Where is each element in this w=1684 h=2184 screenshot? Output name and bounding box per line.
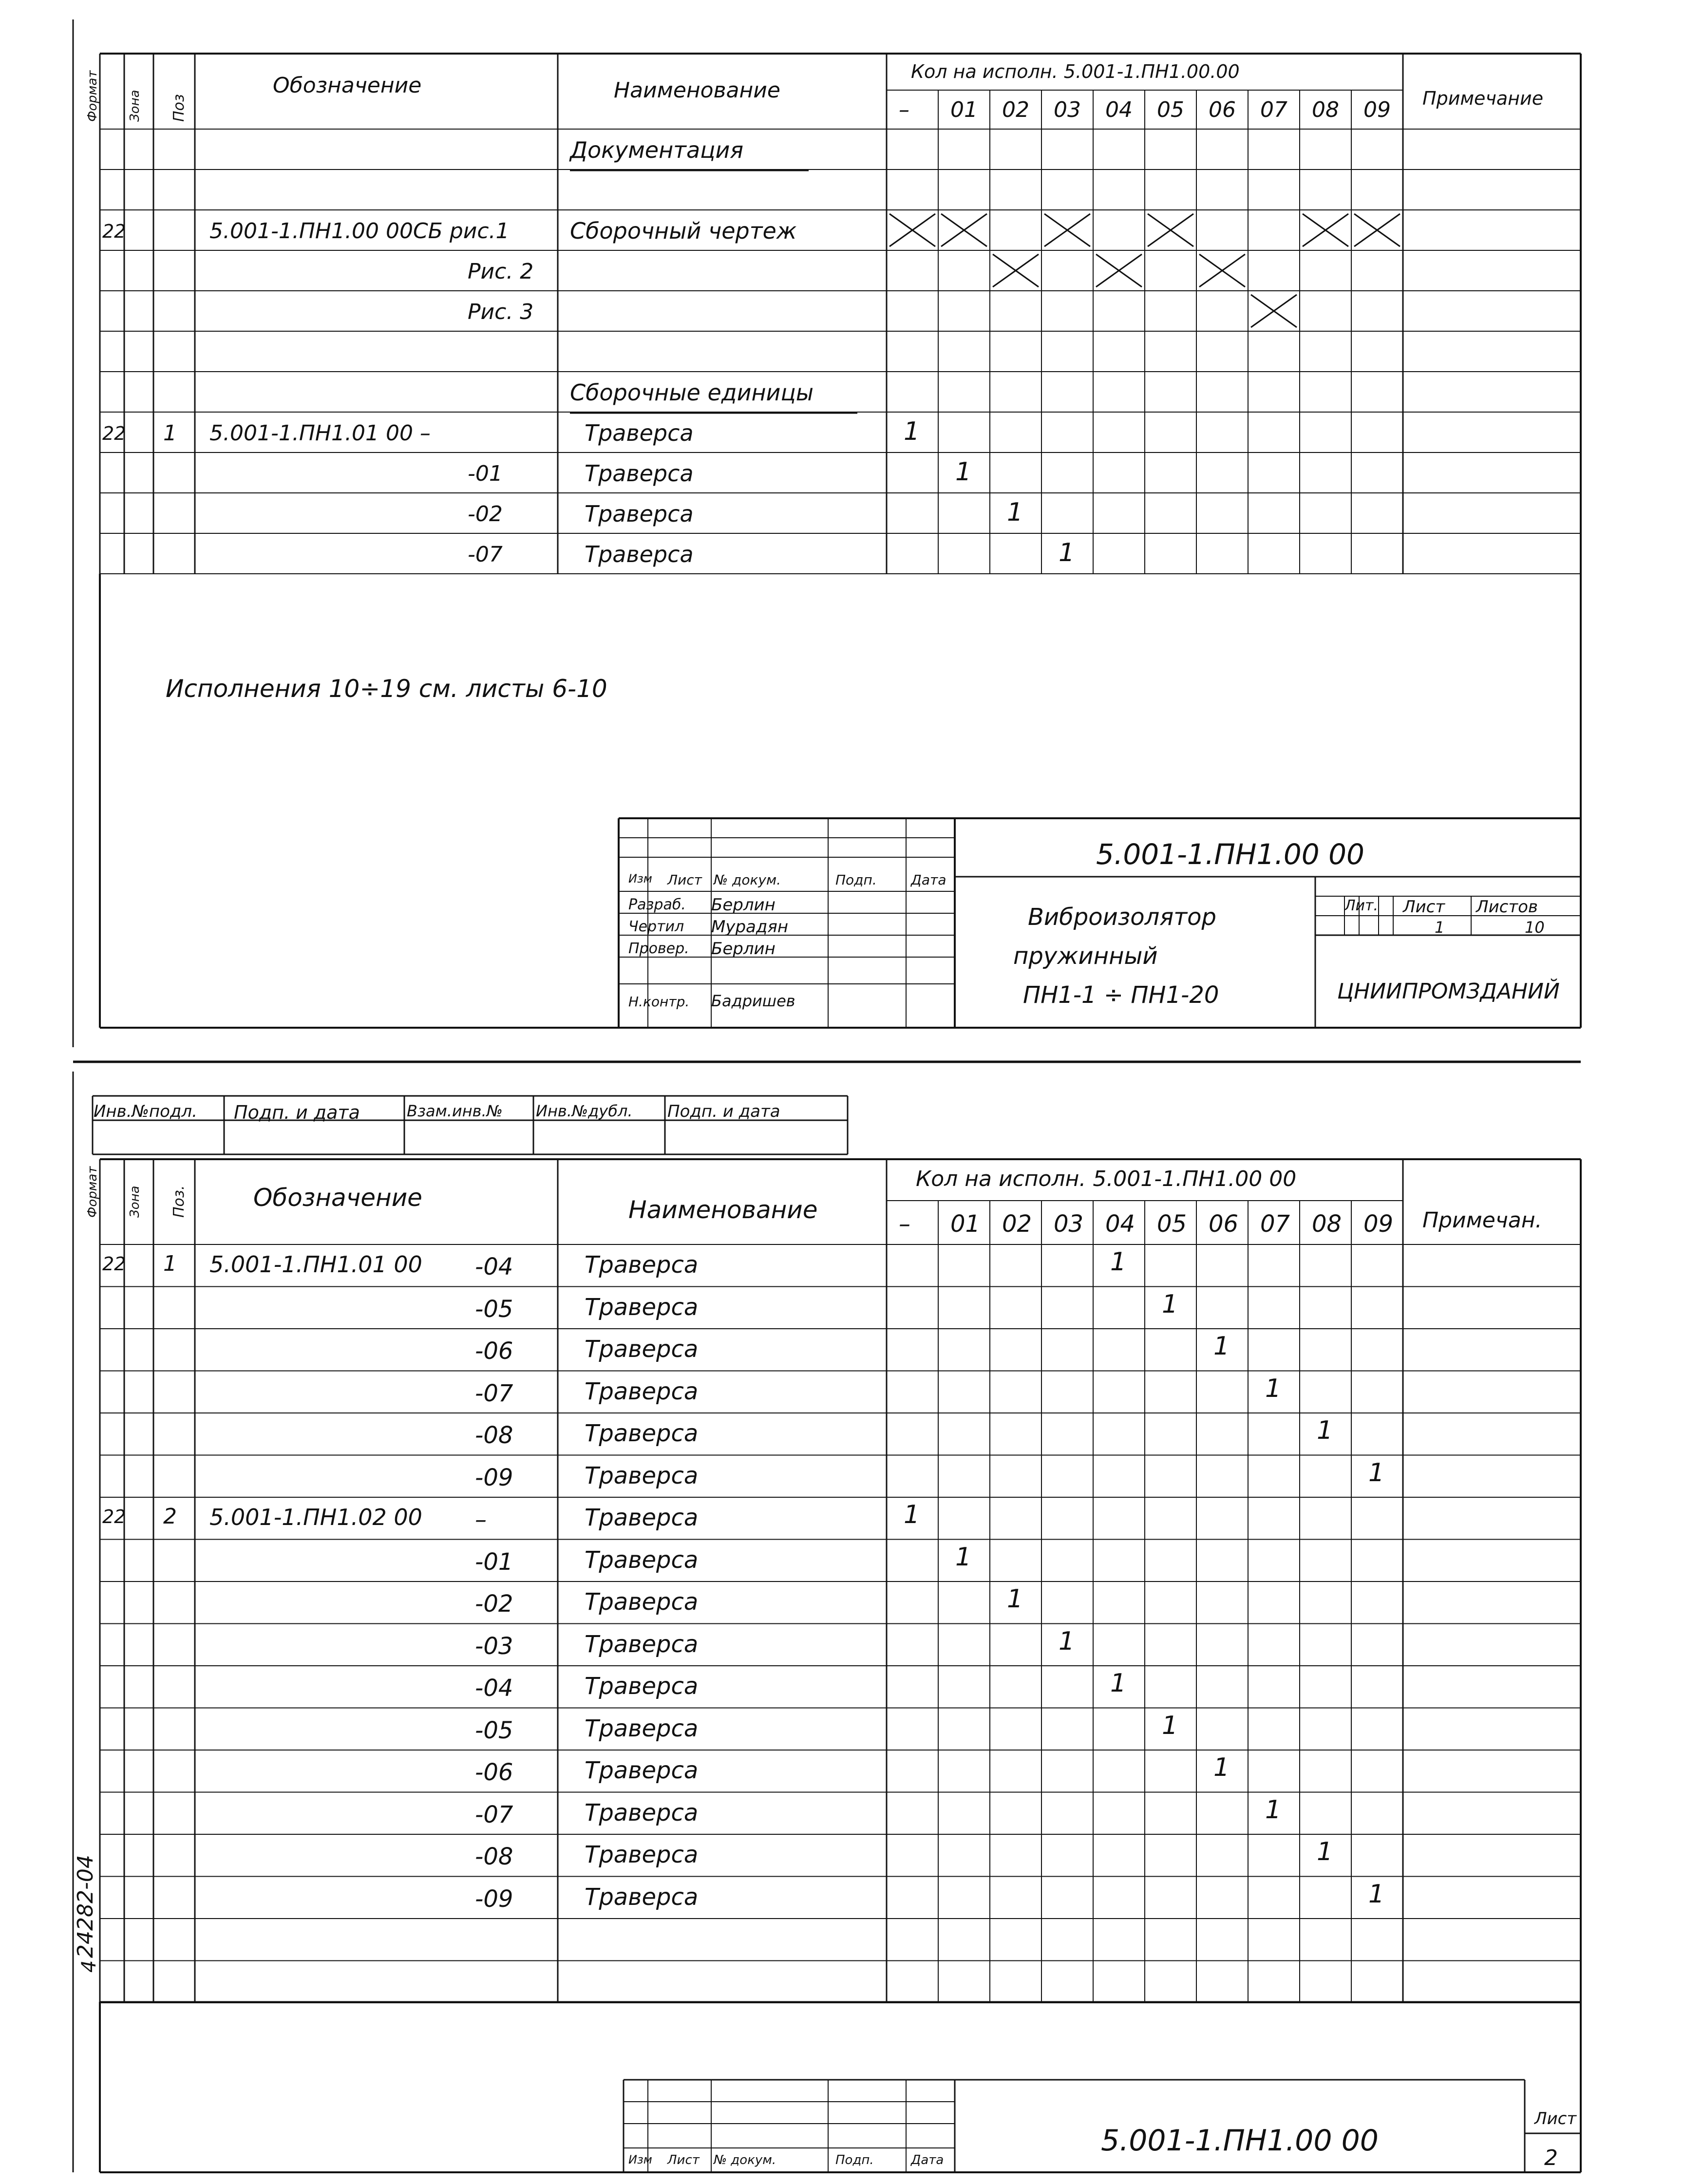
s2-row-suffix: -07 (475, 1801, 513, 1828)
s2-header-name: Наименование (628, 1196, 818, 1224)
s2-variant-01: 01 (950, 1210, 981, 1238)
s1-qty-mark: 1 (1059, 538, 1075, 567)
s1-header-note: Примечание (1422, 88, 1544, 109)
s2-header-zone: Зона (128, 1186, 142, 1218)
s1-row-format: 22 (102, 221, 126, 242)
s1-row-name: Сборочные единицы (570, 379, 814, 406)
s2-row-suffix: -08 (475, 1422, 513, 1449)
tb-hdr-doc: № докум. (714, 872, 781, 888)
s1-variant-base: – (899, 97, 909, 122)
s2-row-suffix: -05 (475, 1716, 513, 1744)
s1-row-name: Траверса (585, 501, 694, 527)
s2-row-name: Траверса (585, 1251, 699, 1279)
s2-row-pos: 2 (163, 1504, 177, 1529)
s2-row-name: Траверса (585, 1336, 699, 1363)
s1-row-designation: Рис. 3 (468, 300, 534, 324)
tb-hdr-date: Дата (911, 872, 946, 888)
s1-variant-09: 09 (1363, 97, 1391, 122)
s2-row-name: Траверса (585, 1546, 699, 1574)
s2-row-suffix: -09 (475, 1885, 513, 1913)
s2-row-suffix: -04 (475, 1675, 513, 1702)
s2-row-pos: 1 (163, 1251, 177, 1276)
s1-row-designation: 5.001-1.ПН1.00 00СБ рис.1 (209, 219, 510, 244)
s2-qty-mark: 1 (955, 1542, 972, 1572)
s1-header-qty-group: Кол на исполн. 5.001-1.ПН1.00.00 (911, 61, 1240, 82)
s2-row-suffix: -06 (475, 1759, 513, 1786)
s2-footer-hdr-izm: Изм (628, 2153, 652, 2166)
s2-qty-mark: 1 (1368, 1458, 1385, 1487)
s1-row-name: Документация (570, 137, 744, 163)
s1-header-zone: Зона (128, 90, 142, 122)
s1-variant-04: 04 (1105, 97, 1133, 122)
tb-organization: ЦНИИПРОМЗДАНИЙ (1337, 979, 1560, 1004)
tb-chertil-name: Мурадян (711, 917, 789, 937)
s2-footer-sheet-value: 2 (1544, 2146, 1558, 2170)
s2-variant-03: 03 (1054, 1210, 1084, 1238)
s1-qty-mark: 1 (904, 417, 920, 446)
s2-footer-doc-number: 5.001-1.ПН1.00 00 (1101, 2124, 1379, 2158)
tb-nkontr-label: Н.контр. (628, 994, 690, 1010)
s2-footer-hdr-doc: № докум. (714, 2153, 776, 2167)
s1-variant-07: 07 (1260, 97, 1287, 122)
s2-row-suffix: -05 (475, 1295, 513, 1323)
s2-qty-mark: 1 (1317, 1837, 1333, 1866)
s2-qty-mark: 1 (1213, 1753, 1230, 1782)
s2-row-name: Траверса (585, 1462, 699, 1489)
s1-row-designation: 5.001-1.ПН1.01 00 – (209, 421, 431, 446)
s2-header-pos: Поз. (170, 1185, 188, 1218)
s1-row-designation: -07 (468, 542, 503, 567)
s1-variant-08: 08 (1312, 97, 1339, 122)
s1-remark: Исполнения 10÷19 см. листы 6-10 (166, 675, 607, 703)
s2-footer-hdr-sign: Подп. (835, 2153, 874, 2167)
s2-row-designation: 5.001-1.ПН1.01 00 (209, 1251, 422, 1278)
s2-qty-mark: 1 (1059, 1626, 1075, 1656)
s2-variant-08: 08 (1312, 1210, 1342, 1238)
s2-qty-mark: 1 (1368, 1879, 1385, 1909)
tb-title-line1: Виброизолятор (1028, 904, 1216, 931)
s2-qty-mark: 1 (1265, 1374, 1282, 1403)
tb-prover-name: Берлин (711, 939, 776, 959)
tb-doc-number: 5.001-1.ПН1.00 00 (1096, 838, 1364, 871)
tb-lit-label: Лит. (1344, 897, 1379, 914)
tb-sheets-value: 10 (1525, 918, 1545, 937)
s2-row-suffix: -01 (475, 1548, 513, 1576)
s1-row-pos: 1 (163, 421, 177, 446)
s2-footer-hdr-date: Дата (911, 2153, 944, 2167)
s1-qty-mark: 1 (1007, 498, 1023, 527)
s2-qty-mark: 1 (1162, 1289, 1178, 1319)
s2-header-designation: Обозначение (253, 1184, 422, 1212)
s2-row-name: Траверса (585, 1293, 699, 1321)
s2-qty-mark: 1 (1265, 1795, 1282, 1825)
tb-razrab-name: Берлин (711, 895, 776, 915)
tb-prover-label: Провер. (628, 940, 689, 957)
s2-row-suffix: -04 (475, 1253, 513, 1280)
s1-header-format: Формат (85, 70, 100, 122)
s2-row-name: Траверса (585, 1714, 699, 1742)
s1-header-pos: Поз (170, 94, 188, 122)
s2-variant-06: 06 (1209, 1210, 1239, 1238)
tb-chertil-label: Чертил (628, 918, 684, 935)
tb-sheet-label: Лист (1403, 897, 1445, 917)
s1-variant-06: 06 (1209, 97, 1236, 122)
tb-nkontr-name: Бадришев (711, 992, 795, 1010)
s2-qty-mark: 1 (1162, 1711, 1178, 1740)
tb-hdr-sign: Подп. (835, 872, 877, 888)
s2-qty-mark: 1 (904, 1500, 920, 1529)
s2-row-name: Траверса (585, 1630, 699, 1658)
s2-row-suffix: -09 (475, 1464, 513, 1491)
s2-footer-hdr-list: Лист (667, 2153, 700, 2167)
tb-razrab-label: Разраб. (628, 896, 686, 913)
s1-variant-01: 01 (950, 97, 978, 122)
s2-variant-04: 04 (1105, 1210, 1135, 1238)
side-mark: 4 (78, 1960, 100, 1973)
s2-row-suffix: -06 (475, 1337, 513, 1365)
s2-row-name: Траверса (585, 1841, 699, 1868)
s1-variant-02: 02 (1002, 97, 1029, 122)
s2-variant-02: 02 (1002, 1210, 1032, 1238)
s2-row-name: Траверса (585, 1588, 699, 1616)
tb-title-line3: ПН1-1 ÷ ПН1-20 (1023, 981, 1219, 1009)
s1-header-designation: Обозначение (273, 73, 422, 98)
s2-row-name: Траверса (585, 1799, 699, 1826)
tb-title-line2: пружинный (1013, 942, 1158, 970)
s2-variant-07: 07 (1260, 1210, 1290, 1238)
s1-row-name: Траверса (585, 420, 694, 446)
s1-variant-05: 05 (1157, 97, 1184, 122)
s2-variant-05: 05 (1157, 1210, 1187, 1238)
s2-qty-mark: 1 (1110, 1247, 1127, 1277)
tb-sheet-value: 1 (1435, 918, 1445, 937)
s2-row-name: Траверса (585, 1504, 699, 1531)
s2-row-suffix: – (475, 1506, 487, 1533)
s1-row-format: 22 (102, 423, 126, 444)
s2-variant-09: 09 (1363, 1210, 1394, 1238)
s1-row-designation: Рис. 2 (468, 259, 534, 284)
s2-row-name: Траверса (585, 1673, 699, 1700)
s2-row-suffix: -02 (475, 1590, 513, 1618)
s2-header-note: Примечан. (1422, 1208, 1542, 1233)
side-archive-code: 24282-04 (73, 1855, 98, 1958)
s1-variant-03: 03 (1054, 97, 1081, 122)
s2-variant-base: – (899, 1210, 910, 1238)
stamp-vzam-inv: Взам.инв.№ (407, 1102, 503, 1120)
s2-row-format: 22 (102, 1506, 126, 1527)
stamp-podp-data-2: Подп. и дата (667, 1102, 780, 1121)
s2-qty-mark: 1 (1317, 1416, 1333, 1445)
s2-qty-mark: 1 (1110, 1669, 1127, 1698)
s1-row-designation: -02 (468, 502, 503, 527)
s2-header-format: Формат (85, 1166, 100, 1218)
s2-row-name: Траверса (585, 1377, 699, 1405)
s2-row-name: Траверса (585, 1757, 699, 1784)
stamp-inv-podl: Инв.№подл. (94, 1102, 197, 1121)
stamp-podp-data: Подп. и дата (234, 1102, 360, 1123)
stamp-inv-dubl: Инв.№дубл. (536, 1102, 633, 1120)
s1-header-name: Наименование (614, 78, 780, 103)
s2-header-qty-group: Кол на испoлн. 5.001-1.ПН1.00 00 (916, 1167, 1297, 1191)
s2-qty-mark: 1 (1007, 1584, 1023, 1614)
tb-sheets-label: Листов (1476, 897, 1538, 917)
s2-row-suffix: -03 (475, 1632, 513, 1660)
s1-row-name: Траверса (585, 541, 694, 567)
s2-row-suffix: -07 (475, 1379, 513, 1407)
s2-footer-sheet-label: Лист (1534, 2109, 1577, 2128)
s2-row-name: Траверса (585, 1883, 699, 1911)
s2-row-name: Траверса (585, 1420, 699, 1447)
s2-qty-mark: 1 (1213, 1332, 1230, 1361)
tb-hdr-izm: Изм (628, 872, 652, 885)
s1-row-name: Траверса (585, 460, 694, 487)
s2-row-format: 22 (102, 1253, 126, 1275)
s1-row-designation: -01 (468, 461, 503, 486)
s1-qty-mark: 1 (955, 457, 972, 487)
s2-row-designation: 5.001-1.ПН1.02 00 (209, 1504, 422, 1530)
tb-hdr-list: Лист (667, 872, 702, 888)
s2-row-suffix: -08 (475, 1843, 513, 1870)
s1-row-name: Сборочный чертеж (570, 218, 797, 244)
